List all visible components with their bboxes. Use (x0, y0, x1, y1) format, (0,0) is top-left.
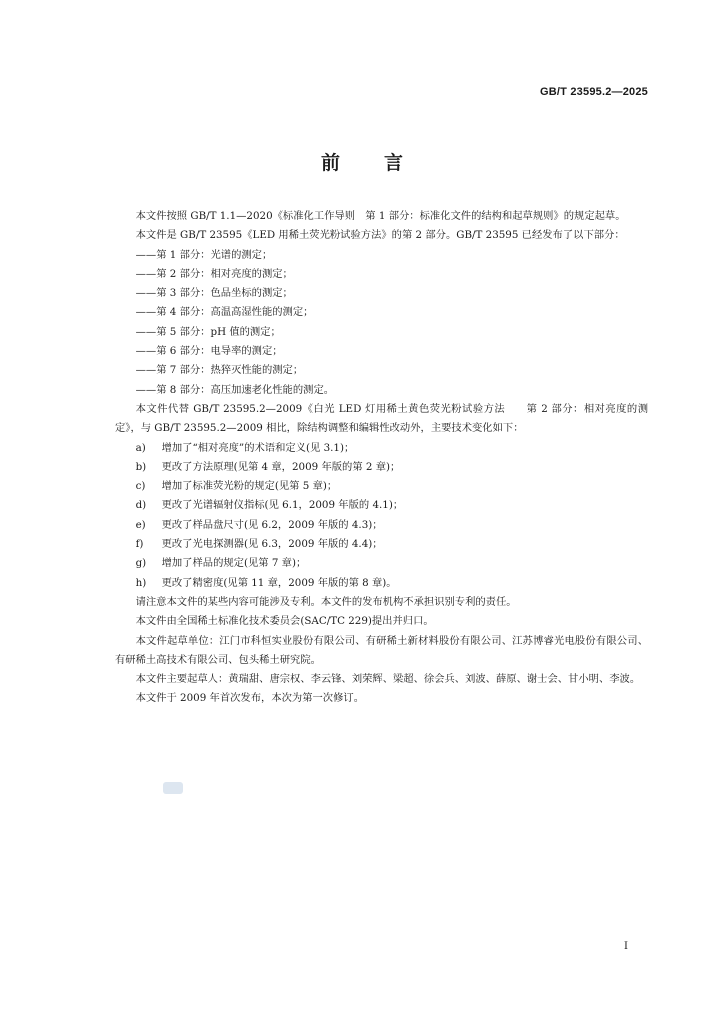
paragraph-drafting-rules: 本文件按照 GB/T 1.1—2020《标准化工作导则 第 1 部分：标准化文件的结构和起草规则》的规定起草。 (135, 210, 626, 222)
paragraph-revision-history: 本文件于 2009 年首次发布，本次为第一次修订。 (135, 692, 364, 705)
list-item-change (115, 554, 648, 573)
change-text: 更改了精密度(见第 11 章，2009 年版的第 8 章)。 (161, 576, 397, 589)
change-label: b) (135, 460, 147, 473)
list-item-part: ——第 7 部分：热猝灭性能的测定； (135, 364, 304, 377)
list-item-part: ——第 8 部分：高压加速老化性能的测定。 (135, 383, 335, 396)
list-item-change (115, 458, 648, 477)
change-label: e) (135, 518, 146, 531)
title-char-2: 言 (384, 152, 404, 174)
change-text: 增加了“相对亮度”的术语和定义(见 3.1)； (161, 441, 355, 454)
paragraph-drafting-units: 本文件起草单位：江门市科恒实业股份有限公司、有研稀土新材料股份有限公司、江苏博睿光电股份有限公司、有研稀土高技术有限公司、包头稀土研究院。 (115, 634, 648, 666)
change-label: d) (135, 499, 147, 512)
change-text: 更改了样品盘尺寸(见 6.2，2009 年版的 4.3)； (161, 518, 383, 531)
change-text: 增加了样品的规定(见第 7 章)； (161, 557, 307, 570)
list-item-part: ——第 2 部分：相对亮度的测定； (135, 267, 293, 280)
change-label: h) (135, 576, 147, 589)
list-item-change (115, 516, 648, 535)
change-text: 更改了光电探测器(见 6.3，2009 年版的 4.4)； (161, 538, 383, 551)
change-label: a) (135, 441, 146, 454)
standard-code: GB/T 23595.2—2025 (540, 86, 648, 98)
list-item-part: ——第 3 部分：色品坐标的测定； (135, 287, 293, 300)
page-number: I (624, 941, 628, 952)
list-item-change (115, 439, 648, 458)
list-item-change (115, 477, 648, 496)
change-label: c) (135, 480, 146, 493)
change-text: 更改了光谱辐射仪指标(见 6.1，2009 年版的 4.1)； (161, 499, 404, 512)
paragraph-replaces: 本文件代替 GB/T 23595.2—2009《白光 LED 灯用稀土黄色荧光粉试验方法 第 2 部分：相对亮度的测定》，与 GB/T 23595.2—2009 相比，除结构调整和编辑性改动外，主要技术变化如下： (115, 402, 648, 435)
list-item-part: ——第 5 部分：pH 值的测定； (135, 325, 281, 338)
paragraph-patent-notice: 请注意本文件的某些内容可能涉及专利。本文件的发布机构不承担识别专利的责任。 (135, 595, 517, 608)
list-item-part: ——第 4 部分：高温高湿性能的测定； (135, 306, 314, 319)
foreword-body (115, 207, 648, 709)
change-label: g) (135, 557, 147, 570)
paragraph-proposed-by: 本文件由全国稀土标准化技术委员会(SAC/TC 229)提出并归口。 (135, 615, 434, 628)
list-item-change (115, 574, 648, 593)
change-text: 增加了标准荧光粉的规定(见第 5 章)； (161, 480, 338, 493)
list-item-change (115, 535, 648, 554)
paragraph-series-intro: 本文件是 GB/T 23595《LED 用稀土荧光粉试验方法》的第 2 部分。GB/T 23595 已经发布了以下部分： (135, 229, 625, 242)
change-text: 更改了方法原理(见第 4 章，2009 年版的第 2 章)； (161, 460, 401, 473)
change-label: f) (135, 538, 144, 551)
sac-watermark-logo (163, 782, 183, 794)
list-item-part: ——第 6 部分：电导率的测定； (135, 345, 283, 358)
list-item-change (115, 496, 648, 515)
paragraph-drafters: 本文件主要起草人：黄瑞甜、唐宗权、李云锋、刘荣辉、梁超、徐会兵、刘波、薛原、谢士会、甘小明、李波。 (135, 673, 641, 686)
list-item-part: ——第 1 部分：光谱的测定； (135, 248, 273, 261)
title-char-1: 前 (320, 152, 340, 174)
page-title (0, 148, 724, 175)
